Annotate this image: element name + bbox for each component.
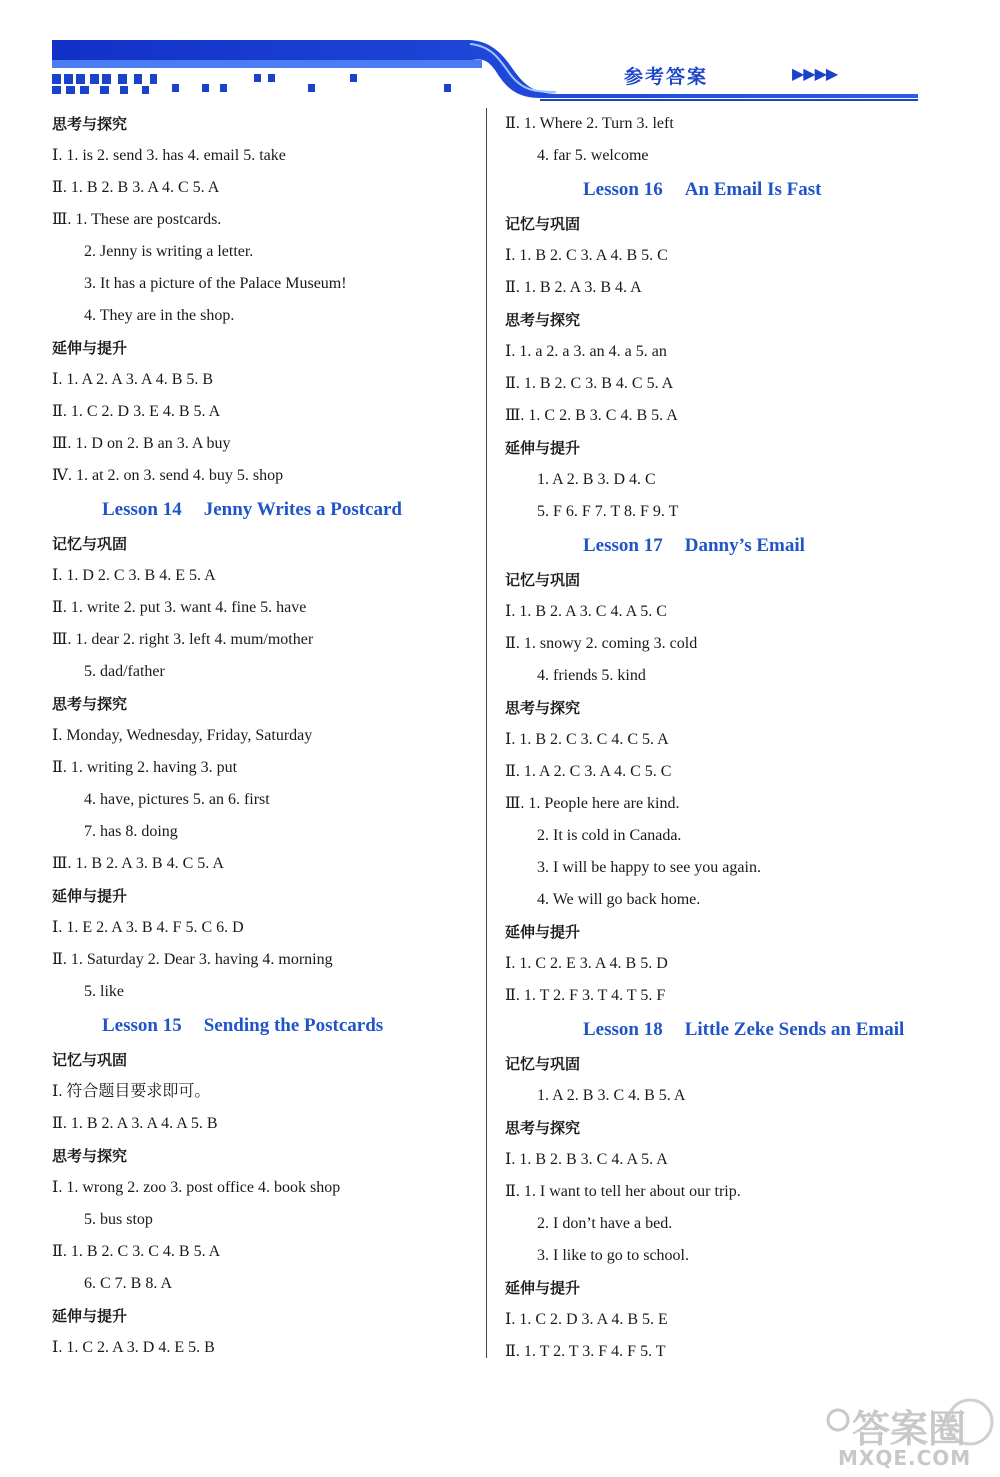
- answer-line: Ⅰ. 1. B 2. A 3. C 4. A 5. C: [505, 603, 667, 620]
- answer-line: Ⅱ. 1. write 2. put 3. want 4. fine 5. have: [52, 599, 307, 616]
- answer-line: Ⅰ. 1. C 2. A 3. D 4. E 5. B: [52, 1339, 215, 1356]
- section-heading: 思考与探究: [505, 311, 581, 329]
- answer-line: Ⅲ. 1. These are postcards.: [52, 211, 222, 228]
- answer-line: 5. like: [84, 983, 124, 1000]
- answer-line: 4. far 5. welcome: [537, 147, 649, 164]
- section-heading: 记忆与巩固: [52, 1051, 128, 1069]
- lesson-title: Jenny Writes a Postcard: [203, 499, 402, 520]
- lesson-title: An Email Is Fast: [684, 179, 822, 200]
- answer-line: 4. They are in the shop.: [84, 307, 235, 324]
- answer-line: 3. I like to go to school.: [537, 1247, 689, 1264]
- lesson-number: Lesson 16: [583, 179, 663, 200]
- answer-line: 4. We will go back home.: [537, 891, 701, 908]
- answer-line: Ⅱ. 1. writing 2. having 3. put: [52, 759, 238, 776]
- answer-line: 4. friends 5. kind: [537, 667, 646, 684]
- arrow-icons: ▶▶▶▶: [792, 64, 838, 83]
- section-heading: 记忆与巩固: [52, 535, 128, 553]
- watermark: [820, 1392, 995, 1472]
- answer-line: Ⅰ. 1. B 2. B 3. C 4. A 5. A: [505, 1151, 668, 1168]
- answer-line: 2. I don’t have a bed.: [537, 1215, 673, 1232]
- answer-line: Ⅰ. 1. B 2. C 3. C 4. C 5. A: [505, 731, 669, 748]
- section-heading: 延伸与提升: [52, 339, 128, 357]
- left-column: [52, 108, 472, 1364]
- answer-line: 3. It has a picture of the Palace Museum!: [84, 275, 347, 292]
- section-heading: 延伸与提升: [505, 439, 581, 457]
- section-heading: 思考与探究: [505, 699, 581, 717]
- answer-line: 5. bus stop: [84, 1211, 153, 1228]
- section-heading: 记忆与巩固: [505, 1055, 581, 1073]
- section-heading: 思考与探究: [52, 1147, 128, 1165]
- lesson-number: Lesson 18: [583, 1019, 663, 1040]
- answer-line: Ⅲ. 1. People here are kind.: [505, 795, 680, 812]
- answer-line: Ⅱ. 1. C 2. D 3. E 4. B 5. A: [52, 403, 221, 420]
- answer-line: 6. C 7. B 8. A: [84, 1275, 173, 1292]
- answer-line: Ⅱ. 1. I want to tell her about our trip.: [505, 1183, 741, 1200]
- lesson-number: Lesson 14: [102, 499, 182, 520]
- answer-line: 1. A 2. B 3. C 4. B 5. A: [537, 1087, 686, 1104]
- section-heading: 延伸与提升: [52, 887, 128, 905]
- section-heading: 延伸与提升: [505, 1279, 581, 1297]
- answer-line: Ⅱ. 1. B 2. B 3. A 4. C 5. A: [52, 179, 220, 196]
- lesson-heading: [505, 172, 925, 208]
- answer-line: Ⅰ. 1. E 2. A 3. B 4. F 5. C 6. D: [52, 919, 244, 936]
- answer-line: Ⅱ. 1. Saturday 2. Dear 3. having 4. morning: [52, 951, 333, 968]
- lesson-heading: [52, 1008, 472, 1044]
- lesson-heading: [505, 1012, 925, 1048]
- answer-line: Ⅱ. 1. B 2. C 3. B 4. C 5. A: [505, 375, 674, 392]
- answer-line: Ⅱ. 1. B 2. A 3. A 4. A 5. B: [52, 1115, 218, 1132]
- answer-line: Ⅲ. 1. C 2. B 3. C 4. B 5. A: [505, 407, 678, 424]
- answer-line: Ⅰ. 1. wrong 2. zoo 3. post office 4. book shop: [52, 1179, 341, 1196]
- header-title: 参考答案: [624, 66, 709, 88]
- answer-line: Ⅲ. 1. B 2. A 3. B 4. C 5. A: [52, 855, 224, 872]
- answer-line: Ⅰ. 1. D 2. C 3. B 4. E 5. A: [52, 567, 216, 584]
- answer-line: Ⅱ. 1. B 2. A 3. B 4. A: [505, 279, 642, 296]
- answer-line: 3. I will be happy to see you again.: [537, 859, 761, 876]
- lesson-heading: [52, 492, 472, 528]
- lesson-title: Little Zeke Sends an Email: [684, 1019, 905, 1040]
- answer-line: Ⅰ. 1. a 2. a 3. an 4. a 5. an: [505, 343, 667, 360]
- column-divider: [486, 108, 487, 1358]
- answer-line: 4. have, pictures 5. an 6. first: [84, 791, 270, 808]
- answer-line: Ⅳ. 1. at 2. on 3. send 4. buy 5. shop: [52, 467, 284, 484]
- watermark-url: MXQE.COM: [838, 1446, 972, 1470]
- header-banner-graphic: [0, 0, 1000, 110]
- section-heading: 延伸与提升: [52, 1307, 128, 1325]
- section-heading: 思考与探究: [52, 695, 128, 713]
- answer-line: Ⅰ. 1. is 2. send 3. has 4. email 5. take: [52, 147, 286, 164]
- lesson-title: Danny’s Email: [684, 535, 805, 556]
- answer-line: 1. A 2. B 3. D 4. C: [537, 471, 656, 488]
- answer-line: Ⅱ. 1. snowy 2. coming 3. cold: [505, 635, 698, 652]
- section-heading: 思考与探究: [505, 1119, 581, 1137]
- lesson-number: Lesson 15: [102, 1015, 182, 1036]
- answer-line: Ⅱ. 1. Where 2. Turn 3. left: [505, 115, 674, 132]
- answer-line: Ⅰ. 1. A 2. A 3. A 4. B 5. B: [52, 371, 214, 388]
- answer-line: Ⅰ. Monday, Wednesday, Friday, Saturday: [52, 727, 313, 744]
- lesson-number: Lesson 17: [583, 535, 663, 556]
- answer-line: Ⅲ. 1. dear 2. right 3. left 4. mum/mother: [52, 631, 314, 648]
- answer-line: Ⅱ. 1. B 2. C 3. C 4. B 5. A: [52, 1243, 221, 1260]
- right-column: [505, 108, 925, 1368]
- answer-line: Ⅰ. 1. C 2. E 3. A 4. B 5. D: [505, 955, 668, 972]
- section-heading: 思考与探究: [52, 115, 128, 133]
- answer-line: Ⅰ. 符合题目要求即可。: [52, 1083, 211, 1100]
- answer-line: 5. F 6. F 7. T 8. F 9. T: [537, 503, 679, 520]
- answer-line: 2. Jenny is writing a letter.: [84, 243, 254, 260]
- answer-line: 7. has 8. doing: [84, 823, 178, 840]
- section-heading: 记忆与巩固: [505, 571, 581, 589]
- section-heading: 延伸与提升: [505, 923, 581, 941]
- lesson-title: Sending the Postcards: [203, 1015, 384, 1036]
- lesson-heading: [505, 528, 925, 564]
- section-heading: 记忆与巩固: [505, 215, 581, 233]
- watermark-logo: 答案圈: [852, 1407, 967, 1451]
- page-header: [0, 0, 1000, 110]
- answer-line: Ⅲ. 1. D on 2. B an 3. A buy: [52, 435, 231, 452]
- answer-line: Ⅰ. 1. C 2. D 3. A 4. B 5. E: [505, 1311, 668, 1328]
- answer-line: Ⅱ. 1. A 2. C 3. A 4. C 5. C: [505, 763, 672, 780]
- answer-line: Ⅰ. 1. B 2. C 3. A 4. B 5. C: [505, 247, 668, 264]
- answer-line: Ⅱ. 1. T 2. T 3. F 4. F 5. T: [505, 1343, 666, 1360]
- answer-line: 2. It is cold in Canada.: [537, 827, 682, 844]
- answer-line: Ⅱ. 1. T 2. F 3. T 4. T 5. F: [505, 987, 666, 1004]
- answer-line: 5. dad/father: [84, 663, 165, 680]
